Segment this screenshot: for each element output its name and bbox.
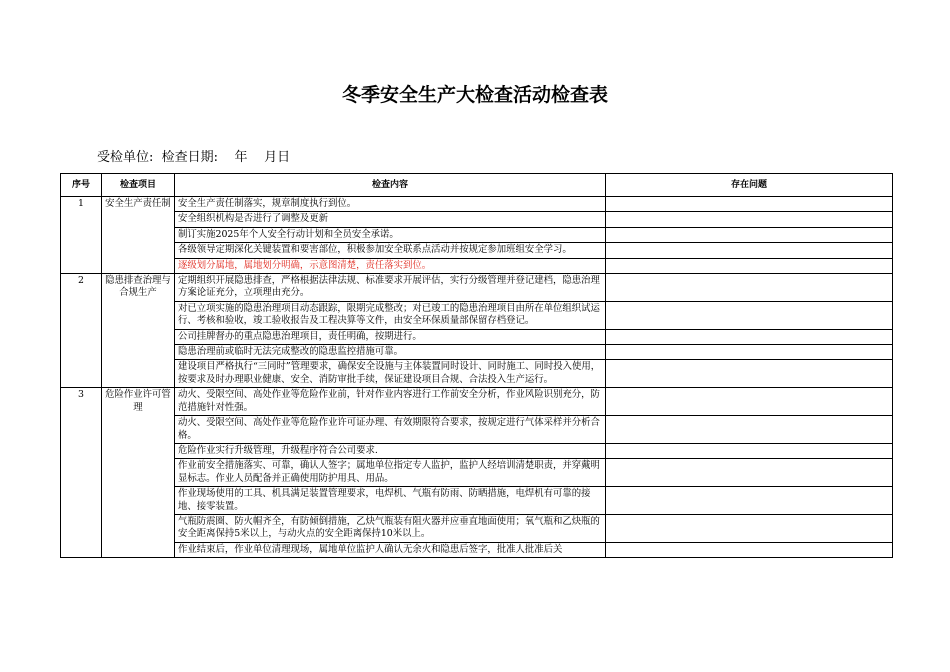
inspection-table <box>60 173 893 558</box>
table-row <box>61 301 893 329</box>
content-cell: 对已立项实施的隐患治理项目动态跟踪，限期完成整改；对已竣工的隐患治理项目由所在单位组织试运行、考核和验收，竣工验收报告及工程决算等文件，由安全环保质量部保留存档登记。 <box>175 301 606 329</box>
table-row <box>61 542 893 557</box>
problem-cell[interactable] <box>606 443 893 458</box>
table-row <box>61 487 893 515</box>
table-row <box>61 274 893 302</box>
table-header-row <box>61 174 893 197</box>
content-cell: 动火、受限空间、高处作业等危险作业许可证办理、有效期限符合要求，按规定进行气体采样并分析合格。 <box>175 416 606 444</box>
table-row <box>61 212 893 227</box>
content-cell: 作业前安全措施落实、可靠，确认人签字；属地单位指定专人监护，监护人经培训清楚职责，并穿戴明显标志。作业人员配备并正确使用防护用具、用品。 <box>175 459 606 487</box>
header-item: 检查项目 <box>102 174 175 197</box>
item-cell: 安全生产责任制 <box>102 197 175 274</box>
problem-cell[interactable] <box>606 197 893 212</box>
table-row <box>61 443 893 458</box>
content-cell: 动火、受限空间、高处作业等危险作业前，针对作业内容进行工作前安全分析，作业风险识别充分，防范措施针对性强。 <box>175 388 606 416</box>
table-row <box>61 388 893 416</box>
problem-cell[interactable] <box>606 227 893 242</box>
table-row <box>61 258 893 273</box>
problem-cell[interactable] <box>606 416 893 444</box>
content-cell: 作业现场使用的工具、机具满足装置管理要求，电焊机、气瓶有防雨、防晒措施，电焊机有可靠的接地、接零装置。 <box>175 487 606 515</box>
problem-cell[interactable] <box>606 329 893 344</box>
content-cell: 定期组织开展隐患排查，严格根据法律法规、标准要求开展评估，实行分级管理并登记建档，隐患治理方案论证充分，立项理由充分。 <box>175 274 606 302</box>
problem-cell[interactable] <box>606 345 893 360</box>
table-row <box>61 345 893 360</box>
table-row <box>61 514 893 542</box>
problem-cell[interactable] <box>606 360 893 388</box>
document-title: 冬季安全生产大检查活动检查表 <box>341 84 608 106</box>
table-row <box>61 197 893 212</box>
content-cell: 制订实施2025年个人安全行动计划和全员安全承诺。 <box>175 227 606 242</box>
content-cell-highlighted: 逐级划分属地，属地划分明确，示意图清楚，责任落实到位。 <box>175 258 606 273</box>
problem-cell[interactable] <box>606 487 893 515</box>
content-cell: 安全组织机构是否进行了调整及更新 <box>175 212 606 227</box>
content-cell: 气瓶防震圈、防火帽齐全，有防倾倒措施，乙炔气瓶装有阻火器并应垂直地面使用；氧气瓶和乙炔瓶的安全距离保持5米以上，与动火点的安全距离保持10米以上。 <box>175 514 606 542</box>
problem-cell[interactable] <box>606 514 893 542</box>
content-cell: 作业结束后，作业单位清理现场，属地单位监护人确认无余火和隐患后签字，批准人批准后关 <box>175 542 606 557</box>
table-row <box>61 416 893 444</box>
item-cell: 危险作业许可管理 <box>102 388 175 558</box>
content-cell: 各级领导定期深化关键装置和要害部位，积极参加安全联系点活动并按规定参加班组安全学习。 <box>175 243 606 258</box>
problem-cell[interactable] <box>606 243 893 258</box>
problem-cell[interactable] <box>606 542 893 557</box>
seq-cell: 3 <box>61 388 102 558</box>
content-cell: 隐患治理前或临时无法完成整改的隐患监控措施可靠。 <box>175 345 606 360</box>
problem-cell[interactable] <box>606 388 893 416</box>
seq-cell: 1 <box>61 197 102 274</box>
table-row <box>61 360 893 388</box>
problem-cell[interactable] <box>606 212 893 227</box>
table-row <box>61 329 893 344</box>
table-row <box>61 243 893 258</box>
table-row <box>61 227 893 242</box>
item-cell: 隐患排查治理与合规生产 <box>102 274 175 388</box>
content-cell: 安全生产责任制落实，规章制度执行到位。 <box>175 197 606 212</box>
problem-cell[interactable] <box>606 274 893 302</box>
problem-cell[interactable] <box>606 301 893 329</box>
content-cell: 建设项目严格执行“三同时”管理要求，确保安全设施与主体装置同时设计、同时施工、同时投入使用，按要求及时办理职业健康、安全、消防审批手续，保证建设项目合规、合法投入生产运行。 <box>175 360 606 388</box>
header-problems: 存在问题 <box>606 174 893 197</box>
content-cell: 公司挂牌督办的重点隐患治理项目，责任明确，按期进行。 <box>175 329 606 344</box>
header-content: 检查内容 <box>175 174 606 197</box>
seq-cell: 2 <box>61 274 102 388</box>
header-seq: 序号 <box>61 174 102 197</box>
problem-cell[interactable] <box>606 459 893 487</box>
content-cell: 危险作业实行升级管理，升级程序符合公司要求. <box>175 443 606 458</box>
table-row <box>61 459 893 487</box>
inspection-meta-line: 受检单位: 检查日期: 年 月日 <box>97 150 291 165</box>
problem-cell[interactable] <box>606 258 893 273</box>
